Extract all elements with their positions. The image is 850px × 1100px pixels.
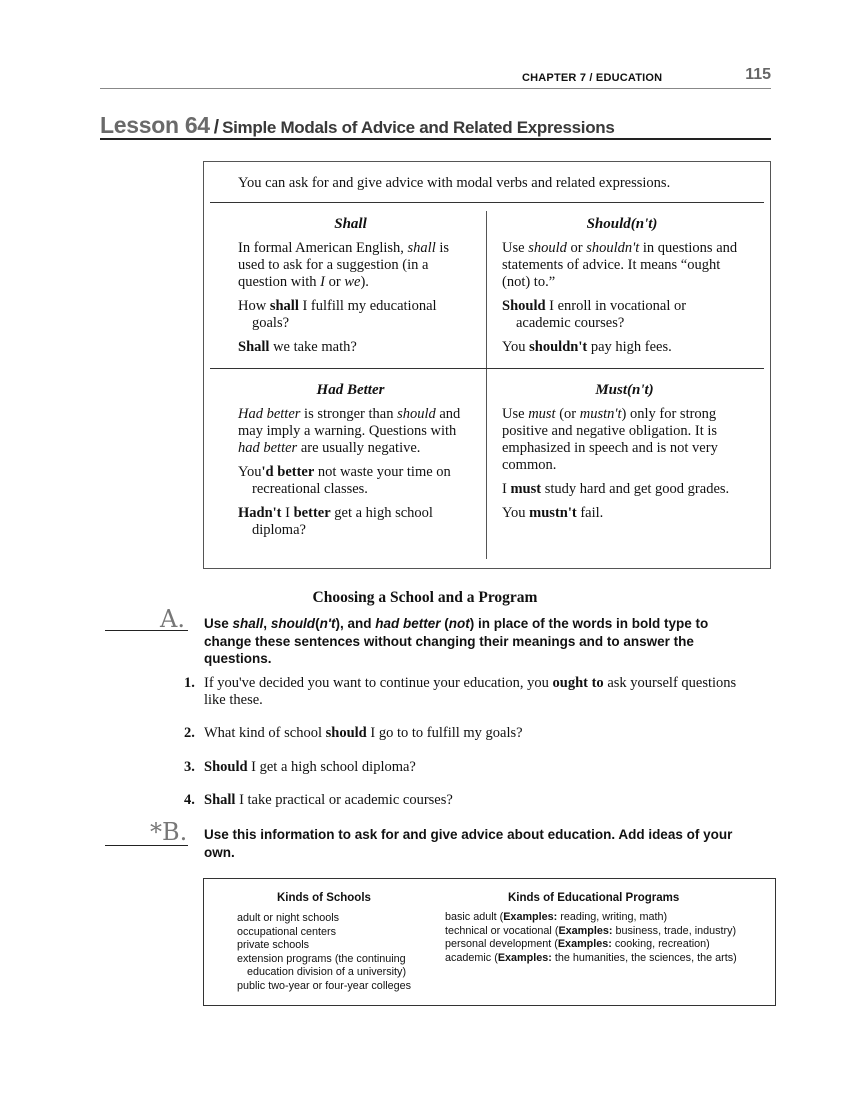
cell-shall xyxy=(238,216,463,363)
page-number: 115 xyxy=(745,66,771,83)
cell-example: Hadn't I better get a high school diploma? xyxy=(238,505,433,538)
cell-example: You shouldn't pay high fees. xyxy=(502,339,672,355)
cell-description: In formal American English, shall is used to ask for a suggestion (in a question with I or we). xyxy=(238,240,450,290)
exercise-a-item: 3. Should I get a high school diploma? xyxy=(184,759,416,775)
column-divider xyxy=(486,211,487,559)
item-number: 4. xyxy=(184,792,195,808)
item-number: 2. xyxy=(184,725,195,741)
exercise-a-letter: A. xyxy=(160,605,185,633)
grammar-intro: You can ask for and give advice with modal verbs and related expressions. xyxy=(238,175,671,191)
programs-heading: Kinds of Educational Programs xyxy=(508,892,680,904)
cell-example: Should I enroll in vocational or academic courses? xyxy=(502,298,687,331)
lesson-subtitle: Simple Modals of Advice and Related Expressions xyxy=(222,118,615,137)
cell-description: Had better is stronger than should and may imply a warning. Questions with had better are usually negative. xyxy=(238,406,461,456)
cell-title: Must(n't) xyxy=(595,382,654,398)
cell-example: You mustn't fail. xyxy=(502,505,604,521)
program-item: basic adult (Examples: reading, writing, math) xyxy=(445,911,668,923)
lesson-separator: / xyxy=(213,117,220,138)
school-item: public two-year or four-year colleges xyxy=(237,979,412,992)
exercise-b-letter: *B. xyxy=(150,818,188,846)
exercise-a-item: 1. If you've decided you want to continue your education, you ought to ask yourself questions like these. xyxy=(184,675,737,708)
program-item: personal development (Examples: cooking, recreation) xyxy=(445,938,710,951)
item-number: 1. xyxy=(184,675,195,691)
cell-example: How shall I fulfill my educational goals? xyxy=(238,298,437,331)
program-item: academic (Examples: the humanities, the sciences, the arts) xyxy=(445,951,737,964)
cell-title: Shall xyxy=(334,216,367,232)
cell-example: Shall we take math? xyxy=(238,339,357,355)
cell-had-better xyxy=(238,382,463,546)
school-item: occupational centers xyxy=(237,925,337,938)
exercise-a-item: 4. Shall I take practical or academic courses? xyxy=(184,792,453,808)
school-item: extension programs (the continuing education division of a university) xyxy=(237,952,407,979)
exercise-a-instruction: Use shall, should(n't), and had better (not) in place of the words in bold type to change these sentences without changing their meanings and to answer the questions. xyxy=(204,616,709,666)
schools-list xyxy=(237,912,437,994)
program-item: technical or vocational (Examples: business, trade, industry) xyxy=(445,924,737,937)
item-number: 3. xyxy=(184,759,195,775)
cell-description: Use must (or mustn't) only for strong positive and negative obligation. It is emphasized in speech and is not very common. xyxy=(502,406,718,473)
lesson-number: Lesson 64 xyxy=(100,112,210,138)
row-divider xyxy=(210,368,764,369)
grammar-box xyxy=(203,161,771,569)
schools-heading: Kinds of Schools xyxy=(277,892,371,904)
programs-list xyxy=(445,911,765,965)
lesson-title xyxy=(100,112,771,140)
cell-example: I must study hard and get good grades. xyxy=(502,481,730,497)
cell-description: Use should or shouldn't in questions and statements of advice. It means “ought (not) to.” xyxy=(502,240,738,290)
intro-divider xyxy=(210,202,764,203)
info-box xyxy=(203,878,776,1006)
exercise-b-instruction: Use this information to ask for and give advice about education. Add ideas of your own. xyxy=(204,827,733,860)
cell-title: Had Better xyxy=(316,382,385,398)
cell-example: You'd better not waste your time on recreational classes. xyxy=(238,464,451,497)
chapter-label: CHAPTER 7 / EDUCATION xyxy=(522,72,663,84)
cell-shouldnt xyxy=(502,216,742,363)
cell-mustnt xyxy=(502,382,747,529)
school-item: adult or night schools xyxy=(237,912,340,924)
section-title: Choosing a School and a Program xyxy=(312,589,538,606)
school-item: private schools xyxy=(237,939,310,952)
running-header xyxy=(100,66,771,89)
cell-title: Should(n't) xyxy=(586,216,658,232)
exercise-a-item: 2. What kind of school should I go to to fulfill my goals? xyxy=(184,725,523,741)
